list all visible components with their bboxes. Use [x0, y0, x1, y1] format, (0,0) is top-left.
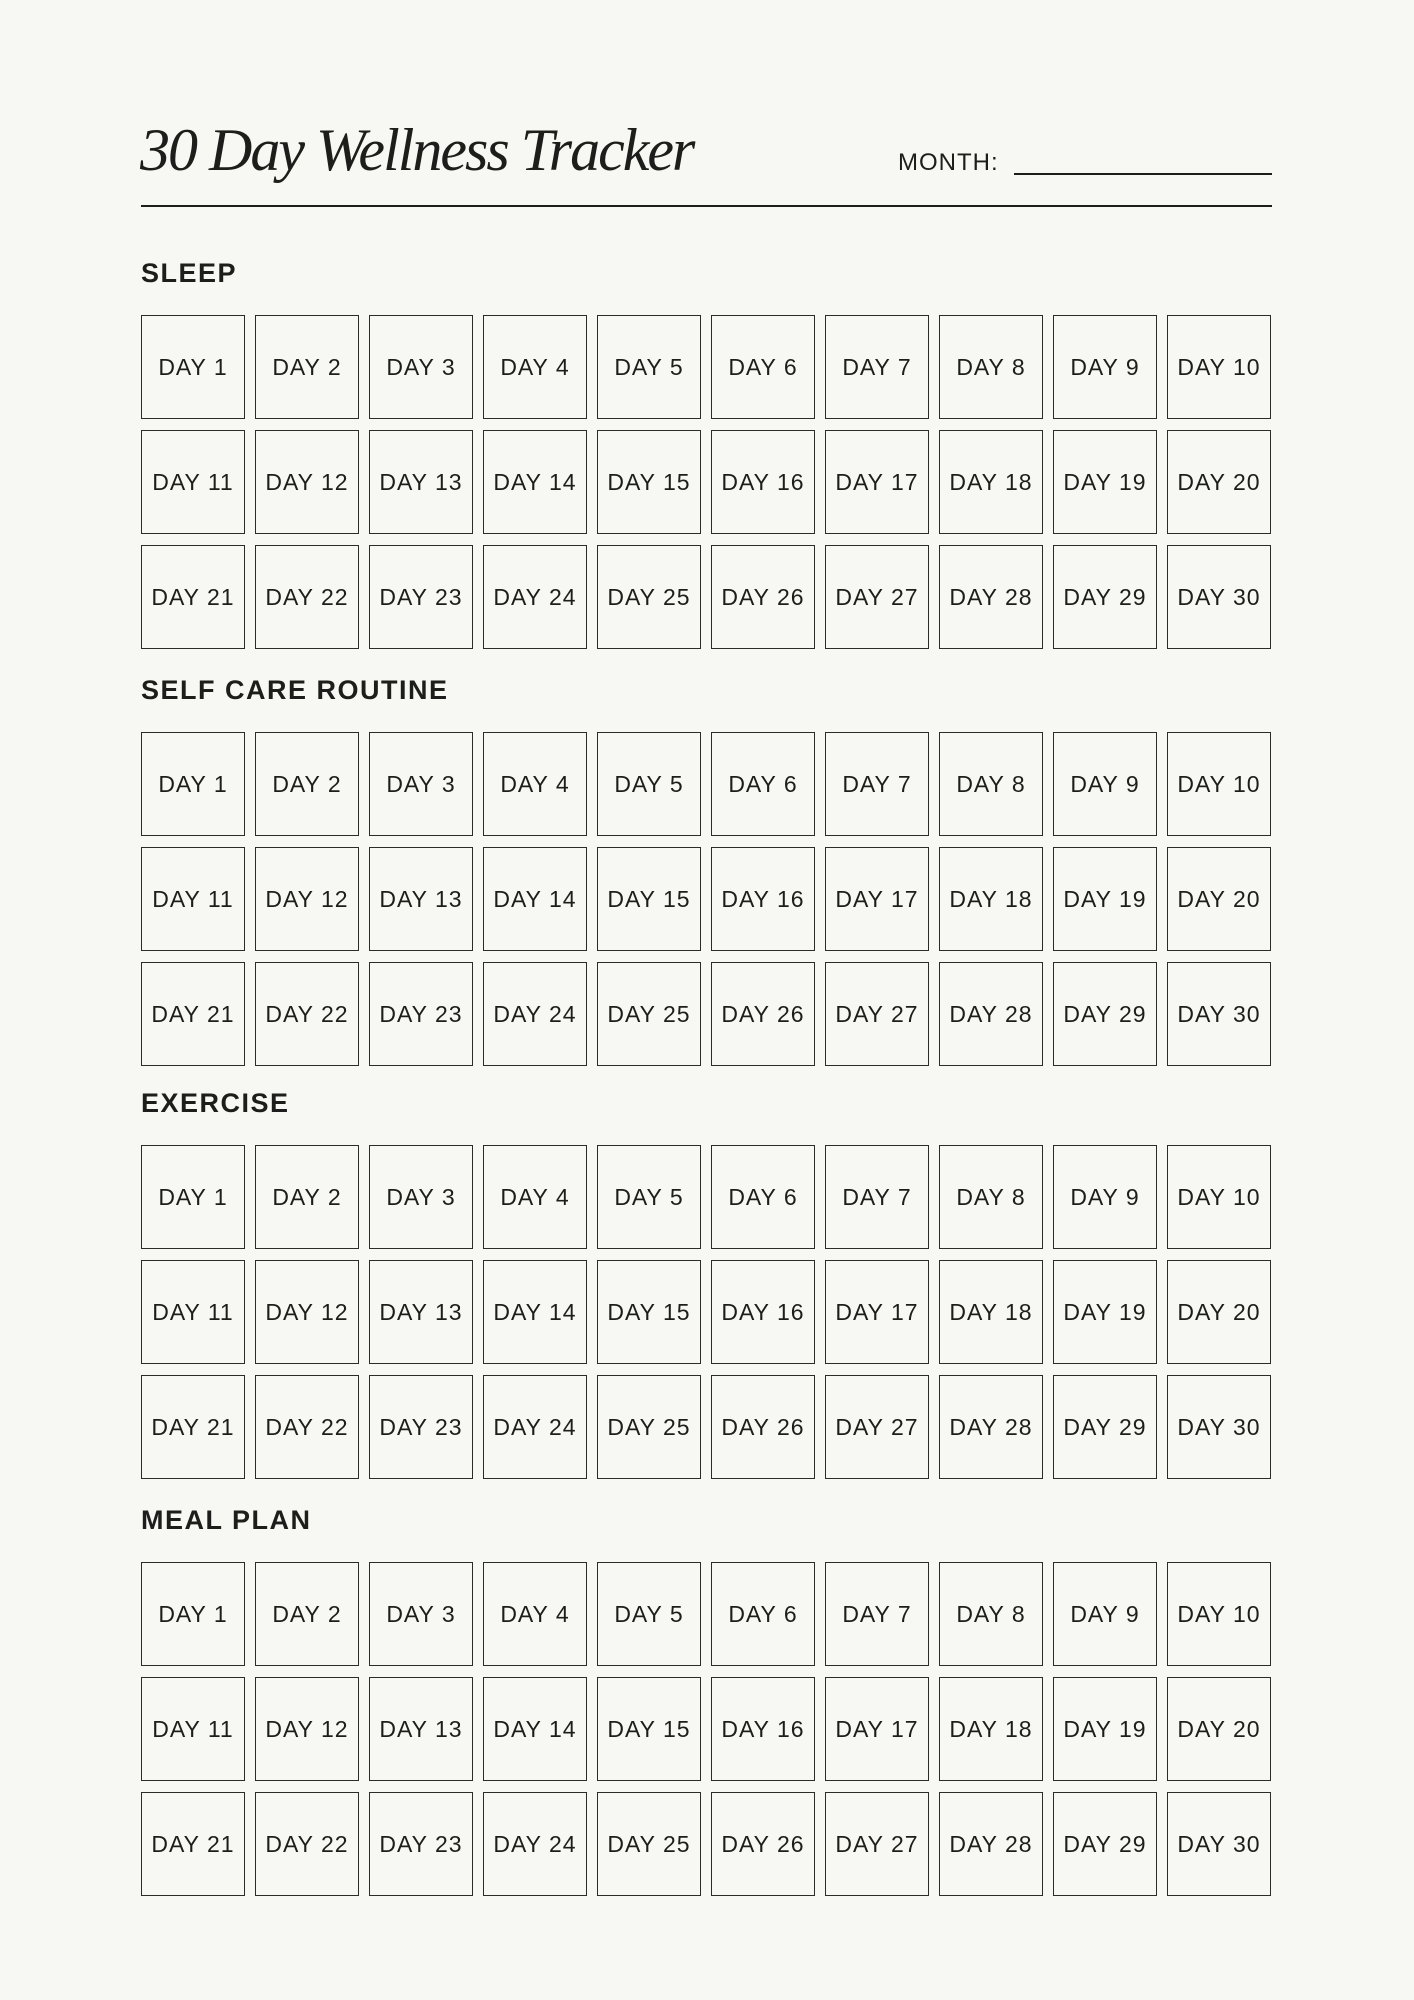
day-checkbox[interactable]: DAY 29 [1053, 1792, 1157, 1896]
day-checkbox[interactable]: DAY 16 [711, 1260, 815, 1364]
day-checkbox[interactable]: DAY 12 [255, 1677, 359, 1781]
day-checkbox[interactable]: DAY 8 [939, 732, 1043, 836]
day-checkbox[interactable]: DAY 14 [483, 847, 587, 951]
day-checkbox[interactable]: DAY 20 [1167, 847, 1271, 951]
section-self-care-routine [141, 677, 1272, 1066]
day-checkbox[interactable]: DAY 4 [483, 1562, 587, 1666]
day-checkbox[interactable]: DAY 23 [369, 1375, 473, 1479]
day-checkbox[interactable]: DAY 27 [825, 1375, 929, 1479]
day-checkbox[interactable]: DAY 24 [483, 962, 587, 1066]
day-checkbox[interactable]: DAY 7 [825, 1145, 929, 1249]
section-title: MEAL PLAN [141, 1505, 312, 1535]
day-checkbox[interactable]: DAY 1 [141, 732, 245, 836]
day-checkbox[interactable]: DAY 15 [597, 847, 701, 951]
day-checkbox[interactable]: DAY 17 [825, 430, 929, 534]
day-checkbox[interactable]: DAY 28 [939, 962, 1043, 1066]
day-checkbox[interactable]: DAY 23 [369, 962, 473, 1066]
day-checkbox[interactable]: DAY 27 [825, 545, 929, 649]
day-checkbox[interactable]: DAY 27 [825, 962, 929, 1066]
day-checkbox[interactable]: DAY 9 [1053, 315, 1157, 419]
day-checkbox[interactable]: DAY 1 [141, 1562, 245, 1666]
day-checkbox[interactable]: DAY 26 [711, 1792, 815, 1896]
section-title: EXERCISE [141, 1088, 290, 1118]
day-checkbox[interactable]: DAY 17 [825, 1260, 929, 1364]
day-checkbox[interactable]: DAY 14 [483, 430, 587, 534]
day-checkbox[interactable]: DAY 14 [483, 1677, 587, 1781]
day-checkbox[interactable]: DAY 21 [141, 1375, 245, 1479]
day-checkbox[interactable]: DAY 1 [141, 1145, 245, 1249]
day-checkbox[interactable]: DAY 6 [711, 315, 815, 419]
day-checkbox[interactable]: DAY 4 [483, 315, 587, 419]
day-checkbox[interactable]: DAY 8 [939, 315, 1043, 419]
day-grid [141, 732, 1272, 1066]
day-checkbox[interactable]: DAY 26 [711, 545, 815, 649]
day-checkbox[interactable]: DAY 6 [711, 1562, 815, 1666]
day-checkbox[interactable]: DAY 25 [597, 1375, 701, 1479]
day-checkbox[interactable]: DAY 8 [939, 1145, 1043, 1249]
day-grid [141, 1145, 1272, 1479]
day-checkbox[interactable]: DAY 3 [369, 1562, 473, 1666]
day-checkbox[interactable]: DAY 13 [369, 430, 473, 534]
day-checkbox[interactable]: DAY 10 [1167, 1562, 1271, 1666]
day-checkbox[interactable]: DAY 16 [711, 847, 815, 951]
day-checkbox[interactable]: DAY 6 [711, 1145, 815, 1249]
day-checkbox[interactable]: DAY 7 [825, 732, 929, 836]
day-checkbox[interactable]: DAY 7 [825, 1562, 929, 1666]
day-checkbox[interactable]: DAY 12 [255, 430, 359, 534]
day-checkbox[interactable]: DAY 21 [141, 962, 245, 1066]
day-checkbox[interactable]: DAY 28 [939, 545, 1043, 649]
day-checkbox[interactable]: DAY 18 [939, 430, 1043, 534]
section-exercise [141, 1090, 1272, 1479]
day-checkbox[interactable]: DAY 3 [369, 732, 473, 836]
day-checkbox[interactable]: DAY 11 [141, 847, 245, 951]
day-checkbox[interactable]: DAY 2 [255, 1562, 359, 1666]
day-checkbox[interactable]: DAY 9 [1053, 1562, 1157, 1666]
day-checkbox[interactable]: DAY 18 [939, 847, 1043, 951]
day-checkbox[interactable]: DAY 27 [825, 1792, 929, 1896]
day-checkbox[interactable]: DAY 21 [141, 1792, 245, 1896]
day-checkbox[interactable]: DAY 12 [255, 847, 359, 951]
day-checkbox[interactable]: DAY 10 [1167, 732, 1271, 836]
day-checkbox[interactable]: DAY 20 [1167, 1677, 1271, 1781]
section-meal-plan [141, 1507, 1272, 1896]
month-label: MONTH: [898, 149, 999, 176]
day-checkbox[interactable]: DAY 5 [597, 315, 701, 419]
day-checkbox[interactable]: DAY 8 [939, 1562, 1043, 1666]
day-checkbox[interactable]: DAY 11 [141, 1677, 245, 1781]
day-checkbox[interactable]: DAY 26 [711, 962, 815, 1066]
day-checkbox[interactable]: DAY 23 [369, 545, 473, 649]
day-checkbox[interactable]: DAY 25 [597, 962, 701, 1066]
day-checkbox[interactable]: DAY 5 [597, 732, 701, 836]
day-checkbox[interactable]: DAY 7 [825, 315, 929, 419]
day-checkbox[interactable]: DAY 10 [1167, 315, 1271, 419]
day-checkbox[interactable]: DAY 30 [1167, 1375, 1271, 1479]
day-checkbox[interactable]: DAY 5 [597, 1562, 701, 1666]
day-checkbox[interactable]: DAY 21 [141, 545, 245, 649]
day-checkbox[interactable]: DAY 24 [483, 1792, 587, 1896]
day-grid [141, 1562, 1272, 1896]
page-title: 30 Day Wellness Tracker [140, 117, 694, 183]
day-checkbox[interactable]: DAY 22 [255, 962, 359, 1066]
day-checkbox[interactable]: DAY 20 [1167, 1260, 1271, 1364]
day-checkbox[interactable]: DAY 18 [939, 1677, 1043, 1781]
day-checkbox[interactable]: DAY 19 [1053, 1677, 1157, 1781]
day-checkbox[interactable]: DAY 2 [255, 315, 359, 419]
day-checkbox[interactable]: DAY 18 [939, 1260, 1043, 1364]
day-checkbox[interactable]: DAY 4 [483, 1145, 587, 1249]
day-checkbox[interactable]: DAY 28 [939, 1792, 1043, 1896]
day-checkbox[interactable]: DAY 3 [369, 1145, 473, 1249]
day-checkbox[interactable]: DAY 24 [483, 545, 587, 649]
day-checkbox[interactable]: DAY 25 [597, 545, 701, 649]
day-checkbox[interactable]: DAY 17 [825, 1677, 929, 1781]
day-checkbox[interactable]: DAY 19 [1053, 430, 1157, 534]
section-title: SELF CARE ROUTINE [141, 675, 449, 705]
month-input-line[interactable] [1014, 173, 1272, 175]
day-checkbox[interactable]: DAY 15 [597, 430, 701, 534]
day-checkbox[interactable]: DAY 29 [1053, 962, 1157, 1066]
day-checkbox[interactable]: DAY 29 [1053, 1375, 1157, 1479]
day-checkbox[interactable]: DAY 22 [255, 545, 359, 649]
section-sleep [141, 260, 1272, 649]
day-checkbox[interactable]: DAY 2 [255, 1145, 359, 1249]
day-checkbox[interactable]: DAY 13 [369, 847, 473, 951]
day-checkbox[interactable]: DAY 22 [255, 1792, 359, 1896]
day-checkbox[interactable]: DAY 15 [597, 1677, 701, 1781]
day-checkbox[interactable]: DAY 11 [141, 430, 245, 534]
day-checkbox[interactable]: DAY 16 [711, 430, 815, 534]
day-checkbox[interactable]: DAY 9 [1053, 732, 1157, 836]
day-checkbox[interactable]: DAY 13 [369, 1677, 473, 1781]
day-checkbox[interactable]: DAY 10 [1167, 1145, 1271, 1249]
section-title: SLEEP [141, 258, 238, 288]
day-checkbox[interactable]: DAY 17 [825, 847, 929, 951]
day-checkbox[interactable]: DAY 19 [1053, 847, 1157, 951]
day-checkbox[interactable]: DAY 15 [597, 1260, 701, 1364]
header-divider [141, 205, 1272, 207]
day-grid [141, 315, 1272, 649]
day-checkbox[interactable]: DAY 13 [369, 1260, 473, 1364]
day-checkbox[interactable]: DAY 2 [255, 732, 359, 836]
day-checkbox[interactable]: DAY 30 [1167, 545, 1271, 649]
day-checkbox[interactable]: DAY 30 [1167, 1792, 1271, 1896]
day-checkbox[interactable]: DAY 22 [255, 1375, 359, 1479]
day-checkbox[interactable]: DAY 24 [483, 1375, 587, 1479]
day-checkbox[interactable]: DAY 16 [711, 1677, 815, 1781]
day-checkbox[interactable]: DAY 3 [369, 315, 473, 419]
day-checkbox[interactable]: DAY 6 [711, 732, 815, 836]
day-checkbox[interactable]: DAY 19 [1053, 1260, 1157, 1364]
day-checkbox[interactable]: DAY 14 [483, 1260, 587, 1364]
day-checkbox[interactable]: DAY 20 [1167, 430, 1271, 534]
day-checkbox[interactable]: DAY 29 [1053, 545, 1157, 649]
day-checkbox[interactable]: DAY 9 [1053, 1145, 1157, 1249]
day-checkbox[interactable]: DAY 5 [597, 1145, 701, 1249]
day-checkbox[interactable]: DAY 12 [255, 1260, 359, 1364]
day-checkbox[interactable]: DAY 11 [141, 1260, 245, 1364]
day-checkbox[interactable]: DAY 4 [483, 732, 587, 836]
day-checkbox[interactable]: DAY 26 [711, 1375, 815, 1479]
day-checkbox[interactable]: DAY 25 [597, 1792, 701, 1896]
day-checkbox[interactable]: DAY 23 [369, 1792, 473, 1896]
day-checkbox[interactable]: DAY 28 [939, 1375, 1043, 1479]
day-checkbox[interactable]: DAY 1 [141, 315, 245, 419]
day-checkbox[interactable]: DAY 30 [1167, 962, 1271, 1066]
